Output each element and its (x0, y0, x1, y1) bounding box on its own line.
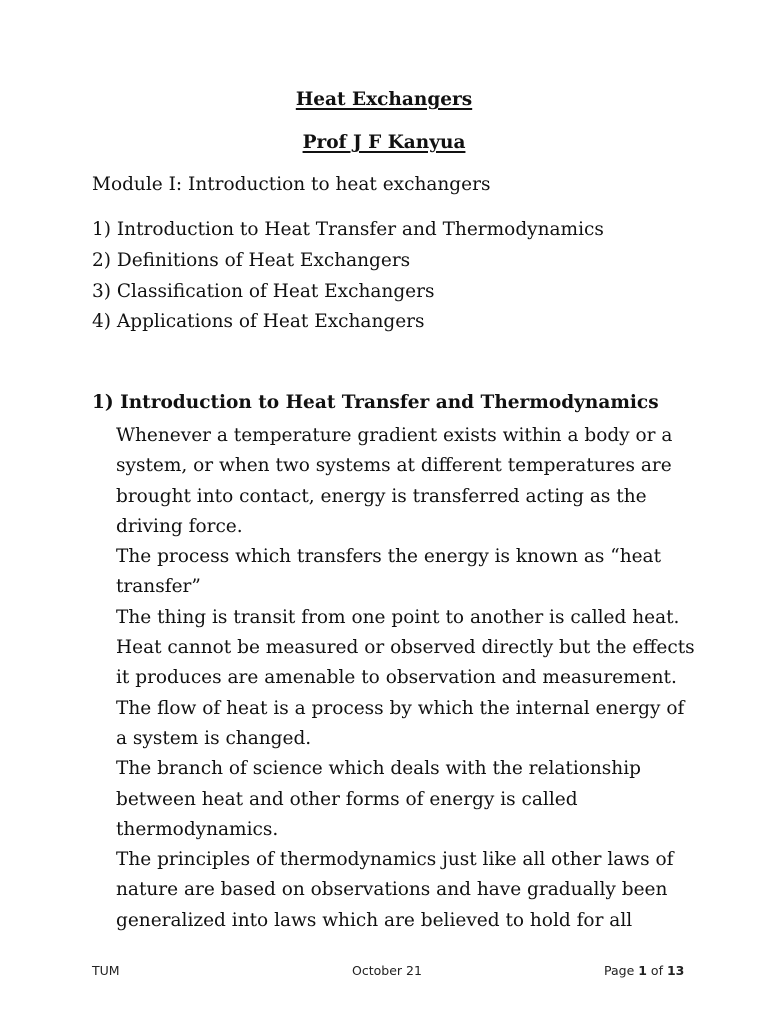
body-line: brought into contact, energy is transferred acting as the (116, 485, 647, 507)
body-line: The process which transfers the energy is known as “heat (116, 546, 662, 568)
body-line: The principles of thermodynamics just like all other laws of (116, 849, 674, 871)
body-line: between heat and other forms of energy is called (116, 788, 578, 810)
body-line: transfer” (116, 576, 201, 598)
body-line: thermodynamics. (116, 818, 279, 840)
toc-item: 1) Introduction to Heat Transfer and Thermodynamics (92, 219, 604, 240)
page-prefix: Page (604, 963, 639, 978)
body-line: system, or when two systems at different temperatures are (116, 455, 672, 477)
section-body (116, 421, 695, 936)
page-number: 1 (638, 963, 647, 978)
body-line: it produces are amenable to observation and measurement. (116, 667, 677, 689)
body-line: The flow of heat is a process by which the internal energy of (116, 697, 685, 719)
body-line: generalized into laws which are believed to hold for all (116, 909, 633, 931)
document-title: Heat Exchangers (295, 89, 473, 110)
body-line: Heat cannot be measured or observed directly but the effects (116, 637, 695, 659)
module-heading: Module I: Introduction to heat exchangers (92, 174, 491, 195)
toc-item: 3) Classification of Heat Exchangers (92, 280, 435, 302)
footer-page-counter (604, 963, 684, 978)
toc-item: 4) Applications of Heat Exchangers (92, 311, 425, 333)
footer-institution: TUM (92, 963, 120, 978)
body-line: a system is changed. (116, 727, 312, 749)
toc-item: 2) Definitions of Heat Exchangers (92, 249, 411, 271)
page-total: 13 (666, 963, 685, 978)
footer-date: October 21 (352, 963, 422, 978)
page-of: of (646, 963, 667, 978)
table-of-contents (92, 215, 604, 338)
body-line: The thing is transit from one point to another is called heat. (116, 606, 680, 628)
body-line: driving force. (116, 515, 243, 537)
body-line: nature are based on observations and have gradually been (116, 879, 668, 901)
document-author: Prof J F Kanyua (302, 132, 466, 153)
body-line: The branch of science which deals with the relationship (116, 758, 641, 780)
body-line: Whenever a temperature gradient exists within a body or a (116, 425, 673, 446)
section-heading: 1) Introduction to Heat Transfer and Thermodynamics (92, 392, 659, 413)
